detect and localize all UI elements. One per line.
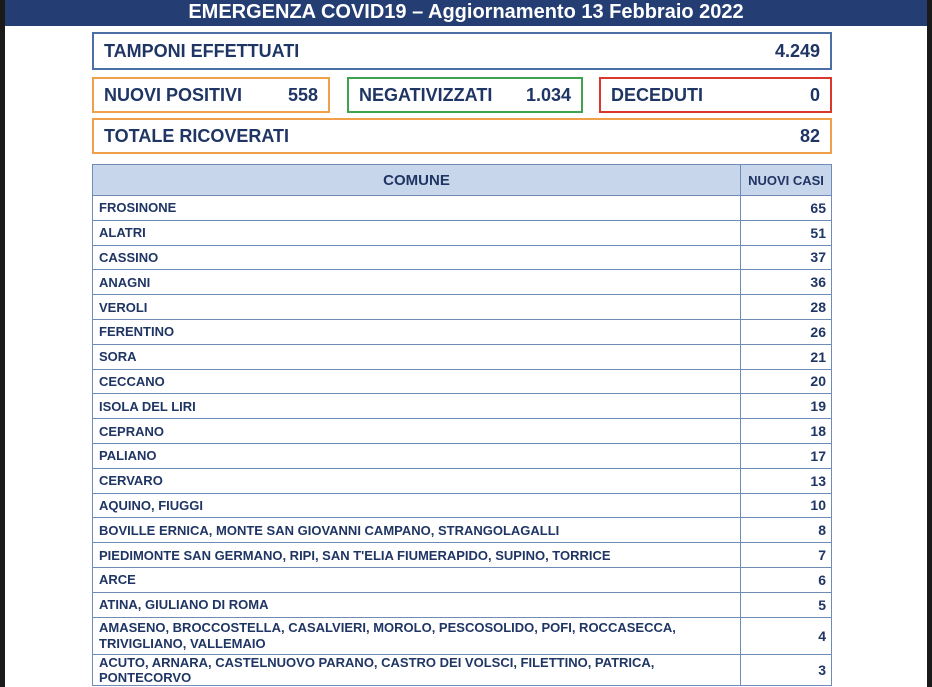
page-title: EMERGENZA COVID19 – Aggiornamento 13 Febbraio 2022 (5, 0, 927, 26)
comune-cell: CERVARO (93, 468, 741, 493)
ricoverati-box (92, 118, 832, 154)
comune-cell: SORA (93, 344, 741, 369)
deceduti-box (599, 77, 832, 113)
casi-cell: 36 (741, 270, 832, 295)
table-row (93, 543, 832, 568)
casi-cell: 21 (741, 344, 832, 369)
comune-cell: FERENTINO (93, 319, 741, 344)
casi-cell: 7 (741, 543, 832, 568)
tamponi-label: TAMPONI EFFETTUATI (104, 40, 300, 61)
casi-cell: 3 (741, 654, 832, 685)
casi-cell: 17 (741, 443, 832, 468)
table-row (93, 369, 832, 394)
comune-cell: PALIANO (93, 443, 741, 468)
comune-cell: CASSINO (93, 245, 741, 270)
ricoverati-label: TOTALE RICOVERATI (104, 125, 290, 146)
casi-cell: 8 (741, 518, 832, 543)
comune-cell: ANAGNI (93, 270, 741, 295)
negativizzati-value: 1.034 (525, 84, 571, 105)
comune-cell: FROSINONE (93, 196, 741, 221)
comune-cell: ACUTO, ARNARA, CASTELNUOVO PARANO, CASTRO DEI VOLSCI, FILETTINO, PATRICA, PONTECORVO (93, 654, 741, 685)
casi-cell: 65 (741, 196, 832, 221)
positivi-box (92, 77, 330, 113)
casi-cell: 51 (741, 220, 832, 245)
casi-cell: 13 (741, 468, 832, 493)
ricoverati-value: 82 (799, 125, 820, 146)
comune-cell: ATINA, GIULIANO DI ROMA (93, 592, 741, 617)
comune-cell: CEPRANO (93, 419, 741, 444)
comune-cell: ARCE (93, 567, 741, 592)
deceduti-value: 0 (809, 84, 820, 105)
table-row (93, 196, 832, 221)
table-row (93, 592, 832, 617)
table-row (93, 468, 832, 493)
table-row (93, 245, 832, 270)
table-row (93, 319, 832, 344)
table-row (93, 295, 832, 320)
negativizzati-box (347, 77, 583, 113)
comune-cell: VEROLI (93, 295, 741, 320)
bulletin-page (5, 0, 927, 687)
column-header-nuovi-casi: NUOVI CASI (741, 165, 832, 196)
table-row (93, 394, 832, 419)
comune-cell: ISOLA DEL LIRI (93, 394, 741, 419)
table-row (93, 654, 832, 685)
cases-table (92, 164, 832, 686)
comune-cell: AQUINO, FIUGGI (93, 493, 741, 518)
table-row (93, 220, 832, 245)
comune-cell: PIEDIMONTE SAN GERMANO, RIPI, SAN T'ELIA FIUMERAPIDO, SUPINO, TORRICE (93, 543, 741, 568)
comune-cell: ALATRI (93, 220, 741, 245)
table-row (93, 419, 832, 444)
table-row (93, 567, 832, 592)
casi-cell: 28 (741, 295, 832, 320)
casi-cell: 20 (741, 369, 832, 394)
table-row (93, 443, 832, 468)
table-row (93, 344, 832, 369)
positivi-value: 558 (287, 84, 318, 105)
casi-cell: 18 (741, 419, 832, 444)
casi-cell: 6 (741, 567, 832, 592)
casi-cell: 5 (741, 592, 832, 617)
casi-cell: 10 (741, 493, 832, 518)
deceduti-label: DECEDUTI (611, 84, 704, 105)
column-header-comune: COMUNE (93, 165, 741, 196)
negativizzati-label: NEGATIVIZZATI (359, 84, 493, 105)
comune-cell: BOVILLE ERNICA, MONTE SAN GIOVANNI CAMPANO, STRANGOLAGALLI (93, 518, 741, 543)
casi-cell: 37 (741, 245, 832, 270)
table-row (93, 493, 832, 518)
table-row (93, 270, 832, 295)
table-header-row (93, 165, 832, 196)
tamponi-value: 4.249 (774, 40, 820, 61)
positivi-label: NUOVI POSITIVI (104, 84, 243, 105)
casi-cell: 26 (741, 319, 832, 344)
tamponi-box (92, 32, 832, 70)
comune-cell: AMASENO, BROCCOSTELLA, CASALVIERI, MOROLO, PESCOSOLIDO, POFI, ROCCASECCA, TRIVIGLIANO, VALLEMAIO (93, 617, 741, 654)
table-row (93, 617, 832, 654)
casi-cell: 19 (741, 394, 832, 419)
casi-cell: 4 (741, 617, 832, 654)
comune-cell: CECCANO (93, 369, 741, 394)
table-row (93, 518, 832, 543)
